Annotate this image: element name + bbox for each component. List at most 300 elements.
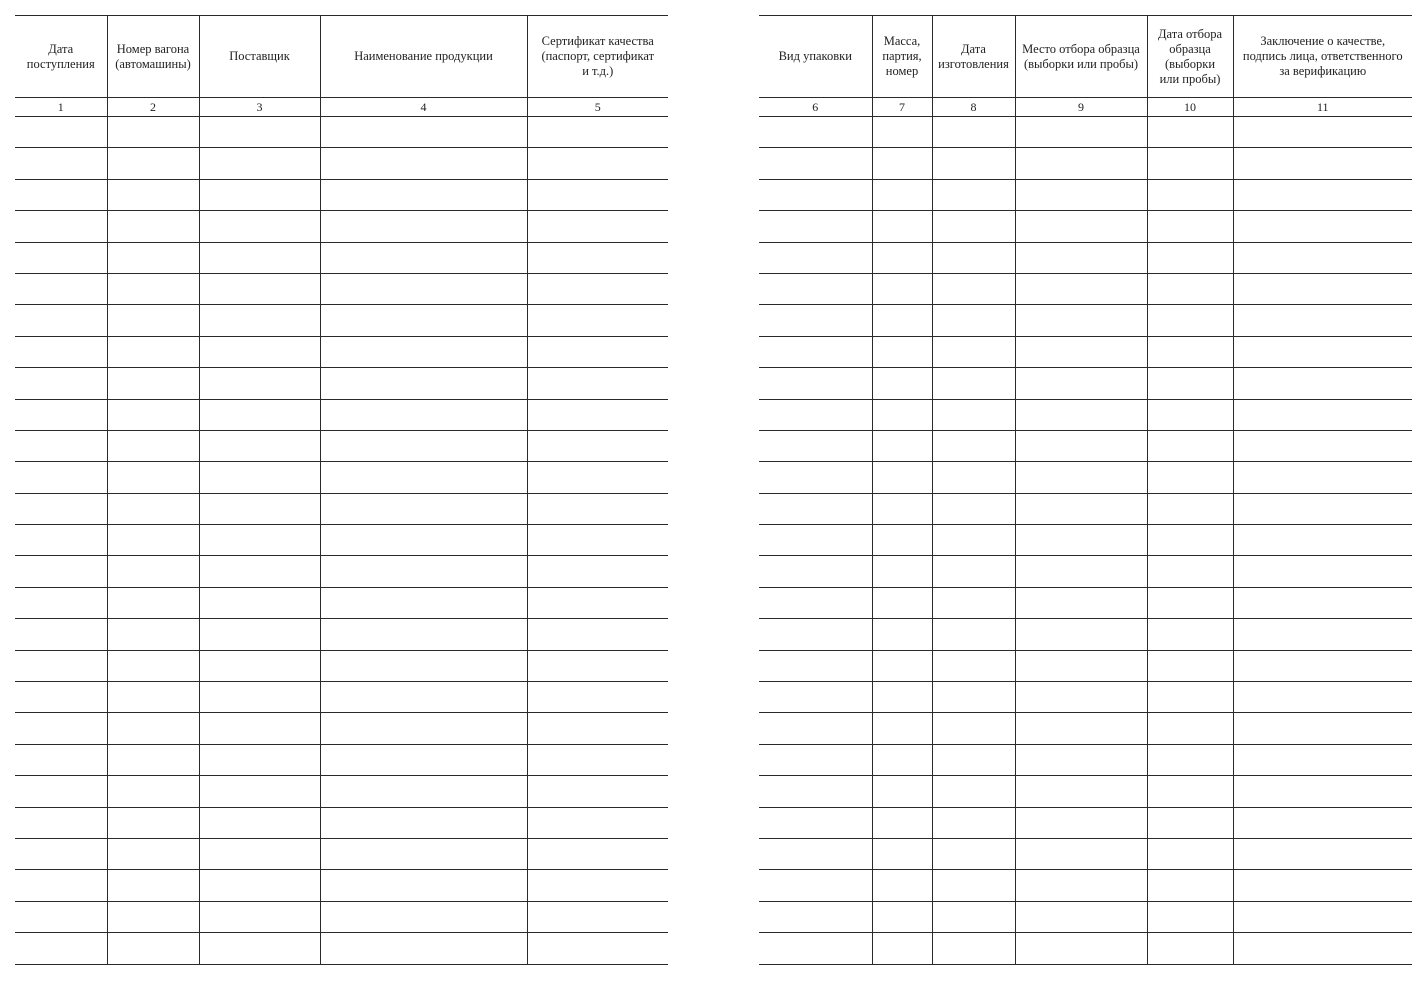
table-cell[interactable] — [1015, 368, 1147, 399]
table-cell[interactable] — [320, 776, 527, 807]
table-cell[interactable] — [932, 305, 1015, 336]
table-cell[interactable] — [872, 619, 932, 650]
table-cell[interactable] — [199, 368, 320, 399]
table-cell[interactable] — [527, 368, 668, 399]
table-cell[interactable] — [1015, 525, 1147, 556]
table-cell[interactable] — [107, 462, 199, 493]
table-cell[interactable] — [1147, 556, 1233, 587]
table-cell[interactable] — [1233, 211, 1412, 242]
table-cell[interactable] — [199, 776, 320, 807]
table-cell[interactable] — [320, 430, 527, 461]
table-cell[interactable] — [1233, 462, 1412, 493]
table-cell[interactable] — [1015, 556, 1147, 587]
table-cell[interactable] — [199, 117, 320, 148]
table-cell[interactable] — [199, 619, 320, 650]
table-cell[interactable] — [932, 776, 1015, 807]
table-cell[interactable] — [759, 148, 872, 179]
table-cell[interactable] — [1233, 273, 1412, 304]
table-cell[interactable] — [527, 838, 668, 869]
table-cell[interactable] — [872, 776, 932, 807]
table-cell[interactable] — [15, 273, 107, 304]
table-cell[interactable] — [199, 744, 320, 775]
table-cell[interactable] — [527, 179, 668, 210]
table-cell[interactable] — [932, 650, 1015, 681]
table-cell[interactable] — [872, 933, 932, 964]
table-cell[interactable] — [1147, 838, 1233, 869]
column-number: 8 — [932, 98, 1015, 117]
table-cell[interactable] — [107, 211, 199, 242]
table-cell[interactable] — [199, 525, 320, 556]
table-cell[interactable] — [15, 744, 107, 775]
table-cell[interactable] — [759, 211, 872, 242]
table-cell[interactable] — [199, 242, 320, 273]
table-cell[interactable] — [320, 838, 527, 869]
table-cell[interactable] — [15, 650, 107, 681]
table-cell[interactable] — [759, 650, 872, 681]
table-cell[interactable] — [1233, 587, 1412, 618]
table-cell[interactable] — [932, 556, 1015, 587]
table-cell[interactable] — [932, 368, 1015, 399]
table-cell[interactable] — [527, 305, 668, 336]
table-cell[interactable] — [199, 399, 320, 430]
table-cell[interactable] — [320, 933, 527, 964]
table-cell[interactable] — [932, 148, 1015, 179]
table-cell[interactable] — [107, 870, 199, 901]
table-cell[interactable] — [1015, 493, 1147, 524]
table-cell[interactable] — [1147, 776, 1233, 807]
table-cell[interactable] — [527, 713, 668, 744]
table-cell[interactable] — [320, 587, 527, 618]
table-cell[interactable] — [320, 242, 527, 273]
table-cell[interactable] — [759, 430, 872, 461]
table-cell[interactable] — [759, 556, 872, 587]
table-cell[interactable] — [199, 148, 320, 179]
table-cell[interactable] — [1147, 368, 1233, 399]
table-cell[interactable] — [527, 462, 668, 493]
table-cell[interactable] — [1147, 493, 1233, 524]
table-cell[interactable] — [1233, 399, 1412, 430]
table-cell[interactable] — [872, 525, 932, 556]
table-cell[interactable] — [932, 117, 1015, 148]
table-cell[interactable] — [1233, 368, 1412, 399]
table-cell[interactable] — [932, 242, 1015, 273]
table-cell[interactable] — [107, 430, 199, 461]
table-cell[interactable] — [107, 305, 199, 336]
table-cell[interactable] — [1015, 242, 1147, 273]
table-cell[interactable] — [1233, 682, 1412, 713]
table-cell[interactable] — [320, 336, 527, 367]
table-cell[interactable] — [1147, 305, 1233, 336]
table-cell[interactable] — [872, 179, 932, 210]
table-cell[interactable] — [15, 838, 107, 869]
table-cell[interactable] — [759, 336, 872, 367]
table-cell[interactable] — [199, 807, 320, 838]
table-cell[interactable] — [759, 807, 872, 838]
table-cell[interactable] — [759, 368, 872, 399]
table-cell[interactable] — [1147, 525, 1233, 556]
table-cell[interactable] — [1015, 807, 1147, 838]
table-cell[interactable] — [932, 211, 1015, 242]
table-cell[interactable] — [1233, 305, 1412, 336]
table-cell[interactable] — [1147, 713, 1233, 744]
table-cell[interactable] — [1233, 619, 1412, 650]
table-cell[interactable] — [872, 682, 932, 713]
table-cell[interactable] — [759, 587, 872, 618]
table-cell[interactable] — [107, 776, 199, 807]
table-cell[interactable] — [527, 870, 668, 901]
table-cell[interactable] — [932, 901, 1015, 932]
table-cell[interactable] — [320, 713, 527, 744]
table-cell[interactable] — [199, 462, 320, 493]
table-cell[interactable] — [872, 838, 932, 869]
table-cell[interactable] — [320, 493, 527, 524]
table-cell[interactable] — [15, 525, 107, 556]
table-cell[interactable] — [107, 525, 199, 556]
table-cell[interactable] — [199, 870, 320, 901]
table-cell[interactable] — [527, 493, 668, 524]
table-cell[interactable] — [932, 587, 1015, 618]
table-cell[interactable] — [872, 650, 932, 681]
table-cell[interactable] — [1147, 870, 1233, 901]
table-cell[interactable] — [932, 336, 1015, 367]
table-cell[interactable] — [527, 148, 668, 179]
table-cell[interactable] — [527, 242, 668, 273]
table-cell[interactable] — [1233, 117, 1412, 148]
table-cell[interactable] — [759, 933, 872, 964]
table-cell[interactable] — [15, 493, 107, 524]
table-cell[interactable] — [107, 744, 199, 775]
table-cell[interactable] — [1015, 776, 1147, 807]
table-cell[interactable] — [527, 211, 668, 242]
table-cell[interactable] — [199, 179, 320, 210]
table-cell[interactable] — [1015, 682, 1147, 713]
table-cell[interactable] — [1147, 148, 1233, 179]
table-cell[interactable] — [1147, 682, 1233, 713]
table-cell[interactable] — [932, 838, 1015, 869]
table-cell[interactable] — [872, 493, 932, 524]
table-cell[interactable] — [1015, 744, 1147, 775]
table-cell[interactable] — [759, 493, 872, 524]
table-cell[interactable] — [872, 462, 932, 493]
table-cell[interactable] — [107, 336, 199, 367]
table-cell[interactable] — [1147, 211, 1233, 242]
table-cell[interactable] — [1147, 650, 1233, 681]
table-cell[interactable] — [320, 148, 527, 179]
table-cell[interactable] — [759, 305, 872, 336]
table-cell[interactable] — [199, 587, 320, 618]
table-cell[interactable] — [1147, 117, 1233, 148]
table-cell[interactable] — [320, 117, 527, 148]
table-cell[interactable] — [320, 273, 527, 304]
table-cell[interactable] — [872, 870, 932, 901]
table-cell[interactable] — [527, 682, 668, 713]
table-cell[interactable] — [320, 556, 527, 587]
table-cell[interactable] — [759, 399, 872, 430]
table-cell[interactable] — [1233, 776, 1412, 807]
table-cell[interactable] — [872, 744, 932, 775]
table-cell[interactable] — [107, 901, 199, 932]
table-cell[interactable] — [320, 305, 527, 336]
table-cell[interactable] — [527, 619, 668, 650]
table-cell[interactable] — [1233, 242, 1412, 273]
table-cell[interactable] — [527, 430, 668, 461]
table-cell[interactable] — [872, 713, 932, 744]
table-cell[interactable] — [1147, 336, 1233, 367]
table-cell[interactable] — [1147, 179, 1233, 210]
table-cell[interactable] — [527, 336, 668, 367]
table-cell[interactable] — [15, 901, 107, 932]
table-cell[interactable] — [1015, 870, 1147, 901]
table-cell[interactable] — [199, 682, 320, 713]
table-cell[interactable] — [759, 838, 872, 869]
table-cell[interactable] — [1147, 744, 1233, 775]
table-cell[interactable] — [1233, 713, 1412, 744]
table-cell[interactable] — [1233, 838, 1412, 869]
table-cell[interactable] — [872, 399, 932, 430]
table-cell[interactable] — [1015, 619, 1147, 650]
table-cell[interactable] — [199, 713, 320, 744]
table-cell[interactable] — [15, 462, 107, 493]
table-cell[interactable] — [1015, 462, 1147, 493]
table-cell[interactable] — [107, 368, 199, 399]
table-cell[interactable] — [199, 838, 320, 869]
table-cell[interactable] — [320, 399, 527, 430]
table-cell[interactable] — [932, 179, 1015, 210]
table-cell[interactable] — [1015, 430, 1147, 461]
table-cell[interactable] — [1015, 650, 1147, 681]
table-cell[interactable] — [199, 211, 320, 242]
table-cell[interactable] — [320, 619, 527, 650]
table-cell[interactable] — [1015, 399, 1147, 430]
table-cell[interactable] — [199, 901, 320, 932]
table-cell[interactable] — [15, 242, 107, 273]
table-cell[interactable] — [759, 273, 872, 304]
table-cell[interactable] — [199, 273, 320, 304]
table-cell[interactable] — [527, 117, 668, 148]
table-cell[interactable] — [1233, 336, 1412, 367]
table-cell[interactable] — [527, 650, 668, 681]
table-cell[interactable] — [107, 838, 199, 869]
table-cell[interactable] — [932, 807, 1015, 838]
table-cell[interactable] — [1147, 399, 1233, 430]
table-cell[interactable] — [107, 650, 199, 681]
table-cell[interactable] — [527, 525, 668, 556]
table-cell[interactable] — [932, 430, 1015, 461]
table-cell[interactable] — [759, 682, 872, 713]
table-cell[interactable] — [107, 148, 199, 179]
table-cell[interactable] — [320, 682, 527, 713]
table-cell[interactable] — [759, 901, 872, 932]
table-cell[interactable] — [527, 273, 668, 304]
table-cell[interactable] — [107, 399, 199, 430]
table-cell[interactable] — [759, 870, 872, 901]
table-cell[interactable] — [15, 619, 107, 650]
table-cell[interactable] — [872, 211, 932, 242]
table-cell[interactable] — [1233, 430, 1412, 461]
table-cell[interactable] — [1015, 838, 1147, 869]
table-cell[interactable] — [1147, 242, 1233, 273]
table-cell[interactable] — [107, 179, 199, 210]
table-cell[interactable] — [872, 305, 932, 336]
table-cell[interactable] — [1233, 933, 1412, 964]
table-cell[interactable] — [1233, 493, 1412, 524]
table-cell[interactable] — [1015, 117, 1147, 148]
table-cell[interactable] — [1015, 587, 1147, 618]
table-cell[interactable] — [320, 525, 527, 556]
table-cell[interactable] — [199, 336, 320, 367]
table-cell[interactable] — [1015, 713, 1147, 744]
table-cell[interactable] — [1015, 305, 1147, 336]
table-cell[interactable] — [107, 682, 199, 713]
table-cell[interactable] — [320, 462, 527, 493]
table-cell[interactable] — [872, 117, 932, 148]
table-cell[interactable] — [872, 336, 932, 367]
table-cell[interactable] — [1233, 870, 1412, 901]
table-cell[interactable] — [1147, 619, 1233, 650]
table-cell[interactable] — [1233, 807, 1412, 838]
table-cell[interactable] — [872, 273, 932, 304]
table-cell[interactable] — [932, 870, 1015, 901]
table-cell[interactable] — [1233, 650, 1412, 681]
table-cell[interactable] — [1233, 556, 1412, 587]
table-cell[interactable] — [107, 807, 199, 838]
table-cell[interactable] — [1015, 179, 1147, 210]
table-cell[interactable] — [15, 870, 107, 901]
table-cell[interactable] — [15, 713, 107, 744]
table-cell[interactable] — [527, 933, 668, 964]
table-cell[interactable] — [107, 619, 199, 650]
table-cell[interactable] — [932, 713, 1015, 744]
table-cell[interactable] — [759, 242, 872, 273]
table-cell[interactable] — [932, 525, 1015, 556]
table-cell[interactable] — [199, 493, 320, 524]
table-cell[interactable] — [15, 148, 107, 179]
table-cell[interactable] — [527, 776, 668, 807]
table-cell[interactable] — [1147, 807, 1233, 838]
table-cell[interactable] — [199, 430, 320, 461]
table-cell[interactable] — [1147, 933, 1233, 964]
table-cell[interactable] — [320, 901, 527, 932]
table-cell[interactable] — [1233, 525, 1412, 556]
table-cell[interactable] — [872, 368, 932, 399]
table-cell[interactable] — [872, 556, 932, 587]
table-cell[interactable] — [932, 744, 1015, 775]
table-cell[interactable] — [759, 525, 872, 556]
table-cell[interactable] — [1015, 211, 1147, 242]
table-cell[interactable] — [15, 336, 107, 367]
table-cell[interactable] — [320, 744, 527, 775]
table-cell[interactable] — [932, 682, 1015, 713]
table-cell[interactable] — [320, 368, 527, 399]
table-cell[interactable] — [15, 682, 107, 713]
table-cell[interactable] — [15, 368, 107, 399]
table-cell[interactable] — [759, 619, 872, 650]
table-cell[interactable] — [320, 650, 527, 681]
table-cell[interactable] — [759, 462, 872, 493]
table-cell[interactable] — [759, 179, 872, 210]
table-cell[interactable] — [320, 870, 527, 901]
table-cell[interactable] — [872, 430, 932, 461]
table-cell[interactable] — [527, 744, 668, 775]
table-cell[interactable] — [759, 117, 872, 148]
table-cell[interactable] — [107, 933, 199, 964]
table-cell[interactable] — [15, 807, 107, 838]
table-cell[interactable] — [932, 462, 1015, 493]
table-cell[interactable] — [932, 619, 1015, 650]
table-cell[interactable] — [527, 587, 668, 618]
table-cell[interactable] — [1233, 148, 1412, 179]
table-cell[interactable] — [15, 556, 107, 587]
table-cell[interactable] — [107, 587, 199, 618]
table-cell[interactable] — [15, 117, 107, 148]
table-cell[interactable] — [15, 399, 107, 430]
table-cell[interactable] — [15, 179, 107, 210]
table-cell[interactable] — [199, 556, 320, 587]
table-cell[interactable] — [1233, 901, 1412, 932]
table-cell[interactable] — [15, 933, 107, 964]
table-cell[interactable] — [199, 933, 320, 964]
table-cell[interactable] — [527, 807, 668, 838]
table-cell[interactable] — [107, 117, 199, 148]
table-cell[interactable] — [759, 713, 872, 744]
table-cell[interactable] — [932, 399, 1015, 430]
table-cell[interactable] — [1233, 744, 1412, 775]
table-cell[interactable] — [527, 399, 668, 430]
table-cell[interactable] — [1015, 148, 1147, 179]
table-cell[interactable] — [1015, 933, 1147, 964]
table-cell[interactable] — [1147, 273, 1233, 304]
table-cell[interactable] — [1147, 462, 1233, 493]
table-cell[interactable] — [872, 587, 932, 618]
table-cell[interactable] — [1147, 587, 1233, 618]
table-cell[interactable] — [15, 305, 107, 336]
table-cell[interactable] — [759, 744, 872, 775]
table-cell[interactable] — [320, 179, 527, 210]
table-row — [759, 713, 1412, 744]
table-cell[interactable] — [15, 587, 107, 618]
table-cell[interactable] — [932, 933, 1015, 964]
table-cell[interactable] — [872, 901, 932, 932]
table-cell[interactable] — [107, 556, 199, 587]
table-cell[interactable] — [15, 776, 107, 807]
table-cell[interactable] — [320, 211, 527, 242]
table-cell[interactable] — [527, 901, 668, 932]
table-cell[interactable] — [320, 807, 527, 838]
table-cell[interactable] — [932, 493, 1015, 524]
table-cell[interactable] — [199, 305, 320, 336]
table-cell[interactable] — [759, 776, 872, 807]
table-cell[interactable] — [15, 211, 107, 242]
table-cell[interactable] — [527, 556, 668, 587]
table-cell[interactable] — [872, 807, 932, 838]
table-cell[interactable] — [199, 650, 320, 681]
table-cell[interactable] — [107, 273, 199, 304]
table-cell[interactable] — [872, 148, 932, 179]
table-cell[interactable] — [1015, 901, 1147, 932]
table-row — [759, 744, 1412, 775]
table-cell[interactable] — [872, 242, 932, 273]
table-cell[interactable] — [107, 713, 199, 744]
table-cell[interactable] — [1147, 430, 1233, 461]
table-cell[interactable] — [1147, 901, 1233, 932]
table-cell[interactable] — [1233, 179, 1412, 210]
table-cell[interactable] — [107, 493, 199, 524]
table-cell[interactable] — [1015, 336, 1147, 367]
table-cell[interactable] — [15, 430, 107, 461]
table-cell[interactable] — [1015, 273, 1147, 304]
table-cell[interactable] — [932, 273, 1015, 304]
table-cell[interactable] — [107, 242, 199, 273]
